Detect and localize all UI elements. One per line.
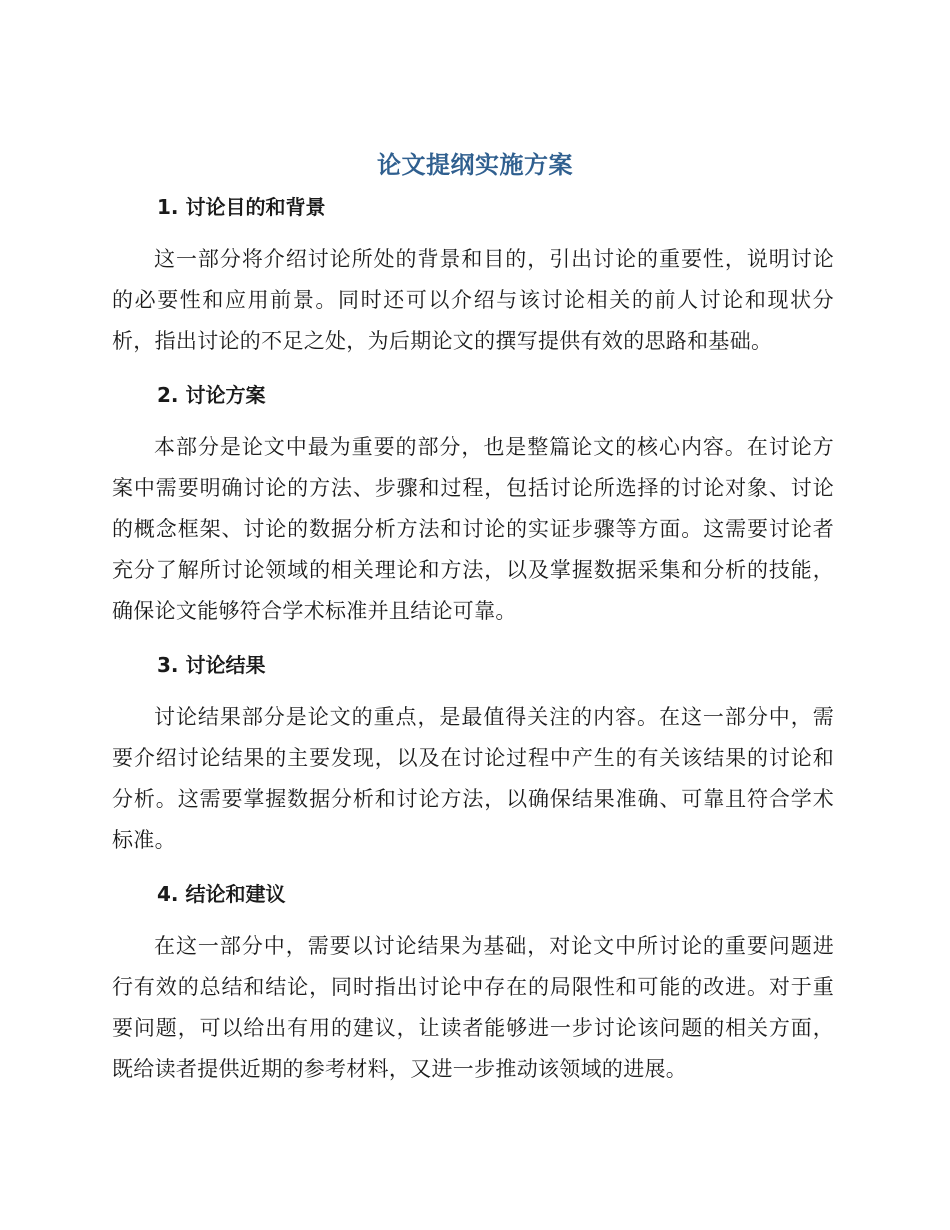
section-heading: 2. 讨论方案 <box>157 383 266 407</box>
document-body <box>112 190 834 1106</box>
section-heading: 1. 讨论目的和背景 <box>157 195 326 219</box>
section-paragraph: 本部分是论文中最为重要的部分，也是整篇论文的核心内容。在讨论方案中需要明确讨论的方法、步骤和过程，包括讨论所选择的讨论对象、讨论的概念框架、讨论的数据分析方法和讨论的实证步骤等方面。这需要讨论者充分了解所讨论领域的相关理论和方法，以及掌握数据采集和分析的技能，确保论文能够符合学术标准并且结论可靠。 <box>112 435 834 623</box>
section-paragraph: 在这一部分中，需要以讨论结果为基础，对论文中所讨论的重要问题进行有效的总结和结论，同时指出讨论中存在的局限性和可能的改进。对于重要问题，可以给出有用的建议，让读者能够进一步讨论该问题的相关方面，既给读者提供近期的参考材料，又进一步推动该领域的进展。 <box>112 934 834 1081</box>
section-plan <box>112 378 834 632</box>
document-title: 论文提纲实施方案 <box>377 151 573 179</box>
section-heading: 3. 讨论结果 <box>157 653 266 677</box>
section-paragraph: 讨论结果部分是论文的重点，是最值得关注的内容。在这一部分中，需要介绍讨论结果的主要发现，以及在讨论过程中产生的有关该结果的讨论和分析。这需要掌握数据分析和讨论方法，以确保结果准确、可靠且符合学术标准。 <box>112 705 834 852</box>
section-paragraph: 这一部分将介绍讨论所处的背景和目的，引出讨论的重要性，说明讨论的必要性和应用前景。同时还可以介绍与该讨论相关的前人讨论和现状分析，指出讨论的不足之处，为后期论文的撰写提供有效的思路和基础。 <box>112 247 834 353</box>
section-heading: 4. 结论和建议 <box>157 882 286 906</box>
section-results <box>112 648 834 861</box>
section-conclusion <box>112 877 834 1090</box>
section-purpose-background <box>112 190 834 362</box>
